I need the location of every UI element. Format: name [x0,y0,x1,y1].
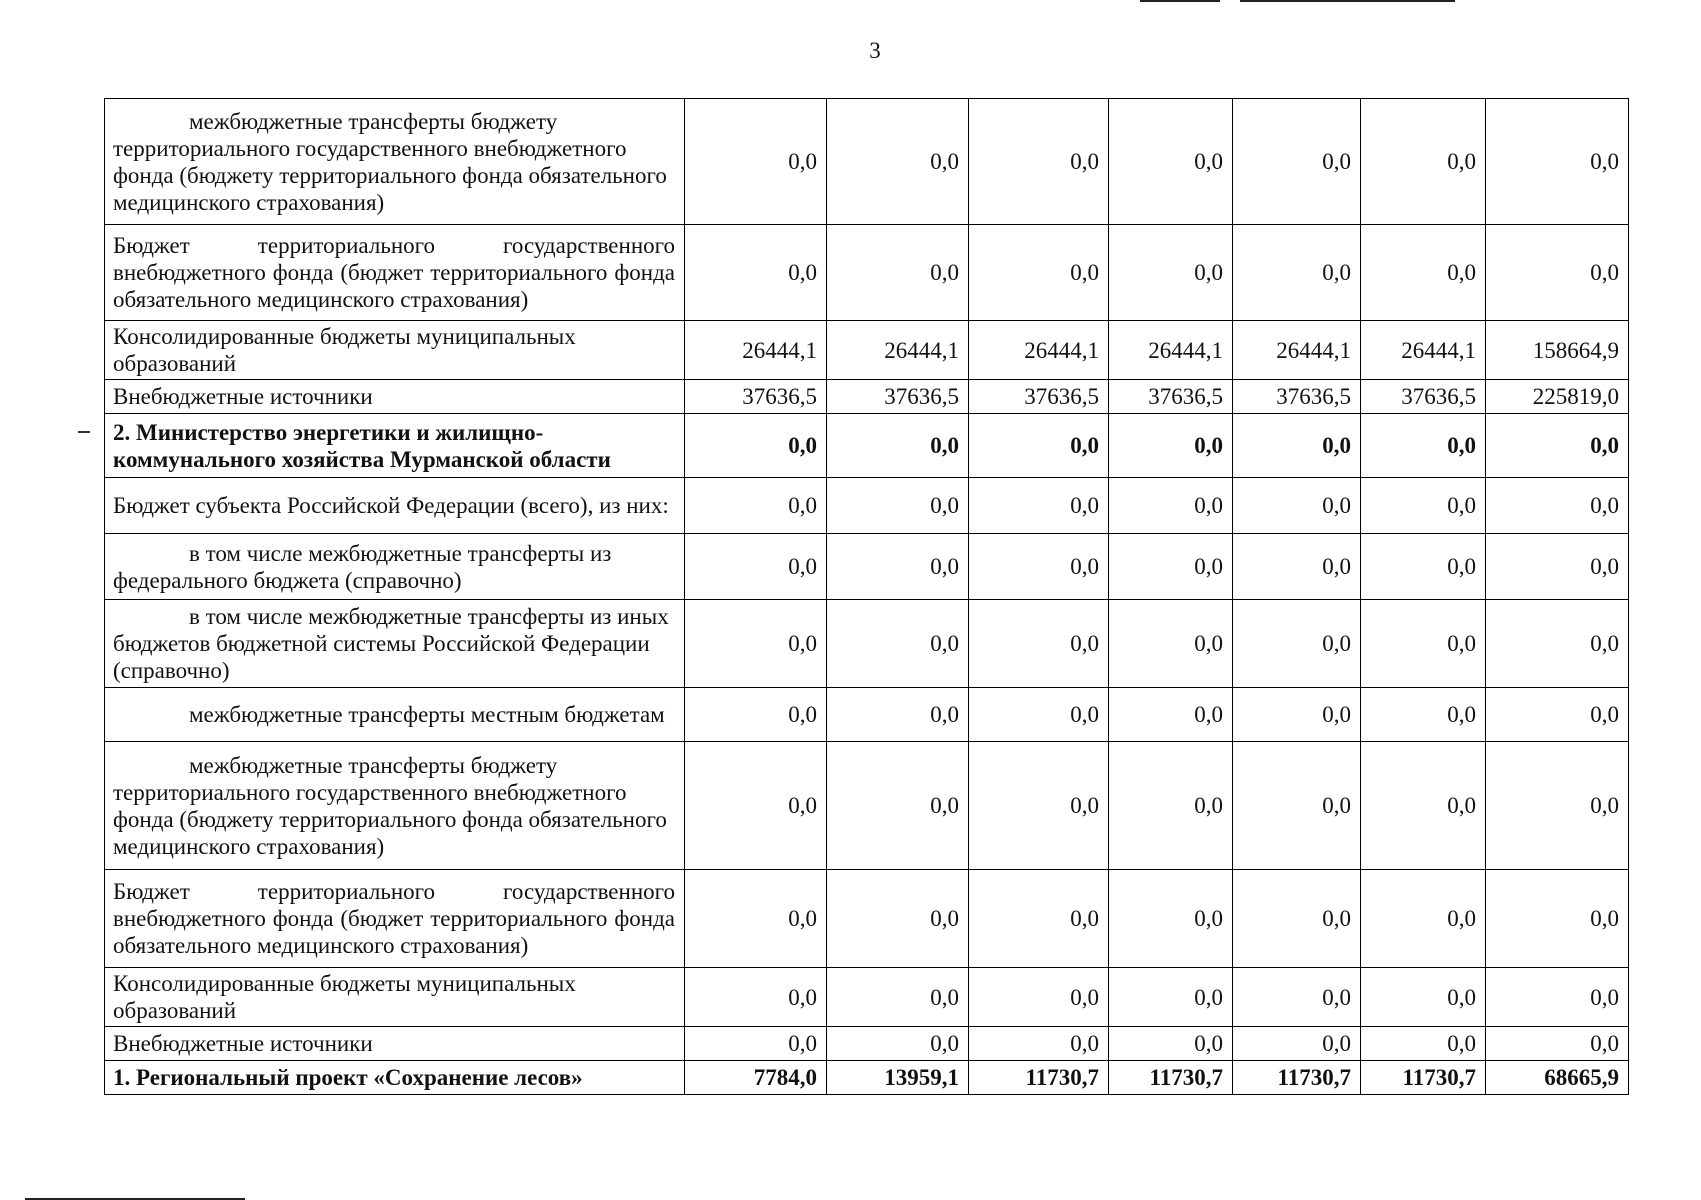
value-cell: 0,0 [1486,600,1629,688]
value-cell: 0,0 [1361,414,1486,478]
value-cell: 0,0 [1486,99,1629,225]
value-cell: 0,0 [1109,688,1233,742]
value-cell: 0,0 [1109,870,1233,968]
value-cell: 0,0 [1486,688,1629,742]
value-cell: 0,0 [969,1027,1109,1061]
value-cell: 0,0 [1109,968,1233,1027]
value-cell: 0,0 [1109,600,1233,688]
value-cell: 0,0 [1233,225,1361,321]
row-label: Внебюджетные источники [113,384,373,409]
row-label-cell [105,870,685,968]
value-cell: 0,0 [1486,225,1629,321]
value-cell: 0,0 [1233,870,1361,968]
value-cell: 11730,7 [1109,1061,1233,1095]
table-row [105,1061,1629,1095]
value-cell: 26444,1 [685,321,827,380]
value-cell: 0,0 [1486,414,1629,478]
value-cell: 0,0 [1486,1027,1629,1061]
row-label: Консолидированные бюджеты муниципальных образований [113,324,576,376]
value-cell: 0,0 [1109,742,1233,870]
value-cell: 0,0 [1361,478,1486,534]
value-cell: 0,0 [1361,600,1486,688]
row-label: Консолидированные бюджеты муниципальных образований [113,971,576,1023]
value-cell: 0,0 [969,688,1109,742]
value-cell: 0,0 [1233,414,1361,478]
top-edge-rule [1240,0,1455,2]
table-row [105,1027,1629,1061]
value-cell: 26444,1 [1233,321,1361,380]
value-cell: 26444,1 [827,321,969,380]
row-label-cell [105,478,685,534]
value-cell: 0,0 [1233,478,1361,534]
row-label: Внебюджетные источники [113,1031,373,1056]
value-cell: 13959,1 [827,1061,969,1095]
value-cell: 0,0 [1233,534,1361,600]
value-cell: 0,0 [969,742,1109,870]
value-cell: 0,0 [1233,600,1361,688]
value-cell: 0,0 [685,1027,827,1061]
value-cell: 0,0 [1109,414,1233,478]
value-cell: 0,0 [827,688,969,742]
row-label: в том числе межбюджетные трансферты из иных бюджетов бюджетной системы Российской Федерации (справочно) [113,604,669,683]
value-cell: 0,0 [827,225,969,321]
value-cell: 0,0 [1109,478,1233,534]
value-cell: 0,0 [1233,99,1361,225]
row-label-cell [105,1027,685,1061]
row-label: 2. Министерство энергетики и жилищно-коммунального хозяйства Мурманской области [113,419,611,472]
value-cell: 0,0 [1486,534,1629,600]
value-cell: 0,0 [969,600,1109,688]
table-row [105,870,1629,968]
value-cell: 26444,1 [969,321,1109,380]
value-cell: 37636,5 [1233,380,1361,414]
value-cell: 0,0 [685,534,827,600]
value-cell: 0,0 [685,99,827,225]
value-cell: 0,0 [1361,225,1486,321]
value-cell: 0,0 [1361,688,1486,742]
value-cell: 37636,5 [1109,380,1233,414]
row-label-cell [105,534,685,600]
page-number: 3 [869,38,881,63]
value-cell: 225819,0 [1486,380,1629,414]
value-cell: 0,0 [685,968,827,1027]
row-label-cell [105,968,685,1027]
value-cell: 0,0 [1233,968,1361,1027]
value-cell: 37636,5 [969,380,1109,414]
row-label-cell [105,600,685,688]
value-cell: 0,0 [1233,688,1361,742]
table-row [105,478,1629,534]
row-label-cell [105,225,685,321]
row-label-cell [105,99,685,225]
value-cell: 37636,5 [685,380,827,414]
value-cell: 0,0 [1361,1027,1486,1061]
table-row [105,742,1629,870]
value-cell: 0,0 [685,478,827,534]
table-row [105,321,1629,380]
value-cell: 0,0 [827,742,969,870]
row-label: Бюджет территориального государственного внебюджетного фонда (бюджет территориального фонда обязательного медицинского страхования) [113,233,675,312]
table-row [105,380,1629,414]
row-label-cell [105,321,685,380]
top-edge-rule-short [1140,0,1220,2]
value-cell: 0,0 [1233,742,1361,870]
value-cell: 0,0 [1109,99,1233,225]
value-cell: 0,0 [827,99,969,225]
table-row [105,414,1629,478]
margin-mark [78,431,90,433]
table-row [105,688,1629,742]
value-cell: 0,0 [1486,478,1629,534]
budget-table [104,98,1629,1095]
value-cell: 0,0 [1109,534,1233,600]
value-cell: 0,0 [1109,225,1233,321]
value-cell: 0,0 [827,414,969,478]
value-cell: 0,0 [969,225,1109,321]
row-label-cell [105,380,685,414]
value-cell: 0,0 [969,870,1109,968]
table-row [105,534,1629,600]
value-cell: 0,0 [969,414,1109,478]
row-label-cell [105,414,685,478]
value-cell: 0,0 [1361,968,1486,1027]
row-label-cell [105,688,685,742]
value-cell: 0,0 [969,968,1109,1027]
value-cell: 0,0 [1361,99,1486,225]
value-cell: 11730,7 [1361,1061,1486,1095]
value-cell: 0,0 [1486,968,1629,1027]
value-cell: 0,0 [1233,1027,1361,1061]
table-row [105,600,1629,688]
value-cell: 0,0 [827,478,969,534]
value-cell: 68665,9 [1486,1061,1629,1095]
row-label: межбюджетные трансферты бюджету территориального государственного внебюджетного фонда (бюджету территориального фонда обязательного медицинского страхования) [113,752,667,859]
value-cell: 0,0 [969,99,1109,225]
value-cell: 0,0 [827,1027,969,1061]
table-row [105,225,1629,321]
value-cell: 11730,7 [1233,1061,1361,1095]
value-cell: 0,0 [827,534,969,600]
value-cell: 0,0 [685,870,827,968]
row-label-cell [105,1061,685,1095]
table-body [105,99,1629,1095]
value-cell: 0,0 [827,968,969,1027]
row-label: в том числе межбюджетные трансферты из федерального бюджета (справочно) [113,540,612,593]
value-cell: 0,0 [1109,1027,1233,1061]
value-cell: 0,0 [1361,870,1486,968]
table-row [105,968,1629,1027]
value-cell: 0,0 [1486,870,1629,968]
row-label: 1. Региональный проект «Сохранение лесов» [113,1065,583,1090]
value-cell: 26444,1 [1361,321,1486,380]
value-cell: 0,0 [1361,742,1486,870]
value-cell: 0,0 [969,534,1109,600]
value-cell: 0,0 [827,870,969,968]
value-cell: 0,0 [685,600,827,688]
row-label: межбюджетные трансферты местным бюджетам [189,702,665,727]
row-label: Бюджет территориального государственного внебюджетного фонда (бюджет территориального фонда обязательного медицинского страхования) [113,879,675,958]
value-cell: 37636,5 [827,380,969,414]
value-cell: 26444,1 [1109,321,1233,380]
value-cell: 158664,9 [1486,321,1629,380]
row-label: Бюджет субъекта Российской Федерации (всего), из них: [113,493,669,518]
value-cell: 0,0 [969,478,1109,534]
value-cell: 0,0 [827,600,969,688]
row-label: межбюджетные трансферты бюджету территориального государственного внебюджетного фонда (бюджету территориального фонда обязательного медицинского страхования) [113,108,667,215]
value-cell: 0,0 [685,414,827,478]
row-label-cell [105,742,685,870]
value-cell: 37636,5 [1361,380,1486,414]
value-cell: 7784,0 [685,1061,827,1095]
value-cell: 0,0 [685,225,827,321]
value-cell: 0,0 [1361,534,1486,600]
value-cell: 11730,7 [969,1061,1109,1095]
table-row [105,99,1629,225]
value-cell: 0,0 [685,688,827,742]
value-cell: 0,0 [685,742,827,870]
value-cell: 0,0 [1486,742,1629,870]
